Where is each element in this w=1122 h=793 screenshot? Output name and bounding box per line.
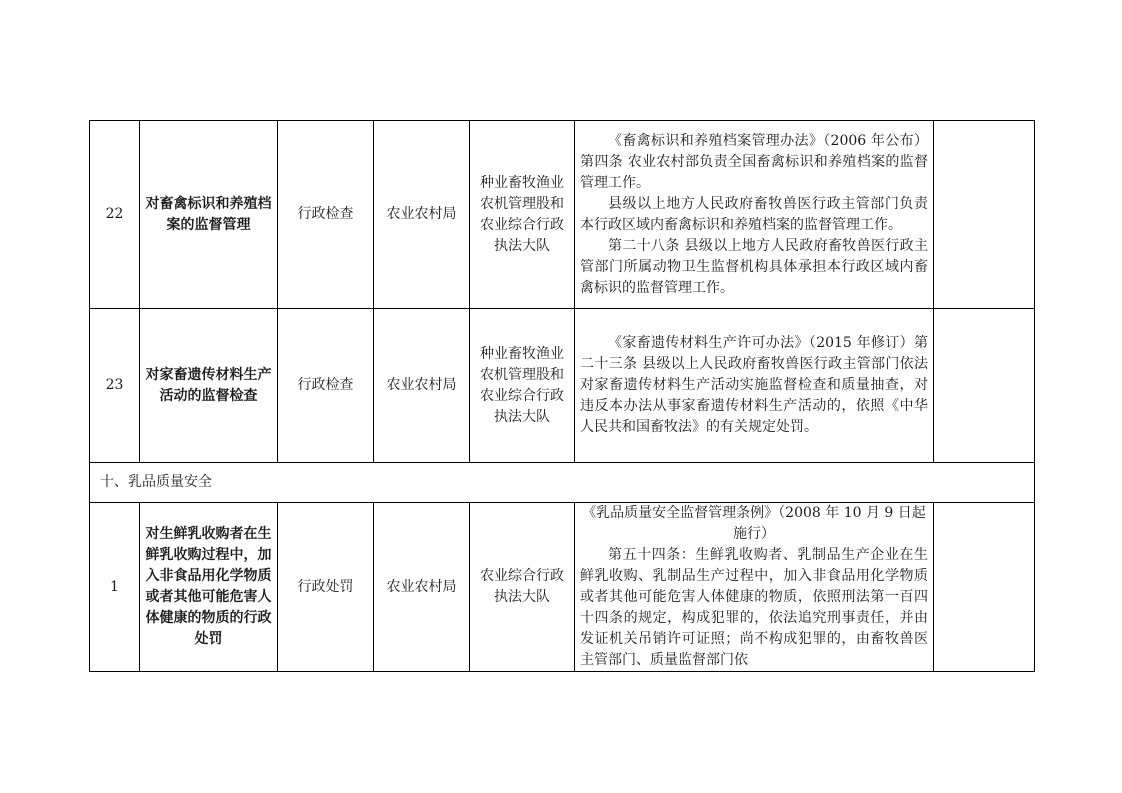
item-type: 行政检查 [278,121,374,309]
item-legal-basis [575,121,934,309]
item-department: 农业农村局 [374,121,470,309]
item-type: 行政处罚 [278,503,374,672]
item-department: 农业农村局 [374,503,470,672]
table-row [90,503,1035,672]
row-number: 23 [90,309,140,463]
item-unit: 种业畜牧渔业农机管理股和农业综合行政执法大队 [470,309,575,463]
basis-paragraph: 《畜禽标识和养殖档案管理办法》（2006 年公布）第四条 农业农村部负责全国畜禽标识和养殖档案的监督管理工作。 [580,132,928,191]
item-remark [934,309,1035,463]
basis-paragraph: 县级以上地方人民政府畜牧兽医行政主管部门负责本行政区域内畜禽标识和养殖档案的监督管理工作。 [580,195,928,233]
table-row [90,309,1035,463]
item-remark [934,503,1035,672]
item-legal-basis [575,309,934,463]
section-heading: 十、乳品质量安全 [90,463,1035,503]
table-row [90,121,1035,309]
document-table [89,120,1035,672]
basis-heading: 《乳品质量安全监督管理条例》（2008 年 10 月 9 日起施行） [582,505,926,542]
item-unit: 农业综合行政执法大队 [470,503,575,672]
item-department: 农业农村局 [374,309,470,463]
item-type: 行政检查 [278,309,374,463]
basis-paragraph: 第二十八条 县级以上地方人民政府畜牧兽医行政主管部门所属动物卫生监督机构具体承担本行政区域内畜禽标识的监督管理工作。 [580,237,928,296]
row-number: 1 [90,503,140,672]
item-legal-basis [575,503,934,672]
section-row [90,463,1035,503]
item-name: 对畜禽标识和养殖档案的监督管理 [140,121,278,309]
item-name: 对生鲜乳收购者在生鲜乳收购过程中，加入非食品用化学物质或者其他可能危害人体健康的物质的行政处罚 [140,503,278,672]
basis-paragraph: 《家畜遗传材料生产许可办法》（2015 年修订）第二十三条 县级以上人民政府畜牧兽医行政主管部门依法对家畜遗传材料生产活动实施监督检查和质量抽查，对违反本办法从事家畜遗传材料生产活动的，依照《中华人民共和国畜牧法》的有关规定处罚。 [580,335,928,435]
item-name: 对家畜遗传材料生产活动的监督检查 [140,309,278,463]
item-remark [934,121,1035,309]
row-number: 22 [90,121,140,309]
basis-paragraph: 第五十四条：生鲜乳收购者、乳制品生产企业在生鲜乳收购、乳制品生产过程中，加入非食品用化学物质或者其他可能危害人体健康的物质，依照刑法第一百四十四条的规定，构成犯罪的，依法追究刑事责任，并由发证机关吊销许可证照；尚不构成犯罪的，由畜牧兽医主管部门、质量监督部门依 [580,547,928,668]
item-unit: 种业畜牧渔业农机管理股和农业综合行政执法大队 [470,121,575,309]
